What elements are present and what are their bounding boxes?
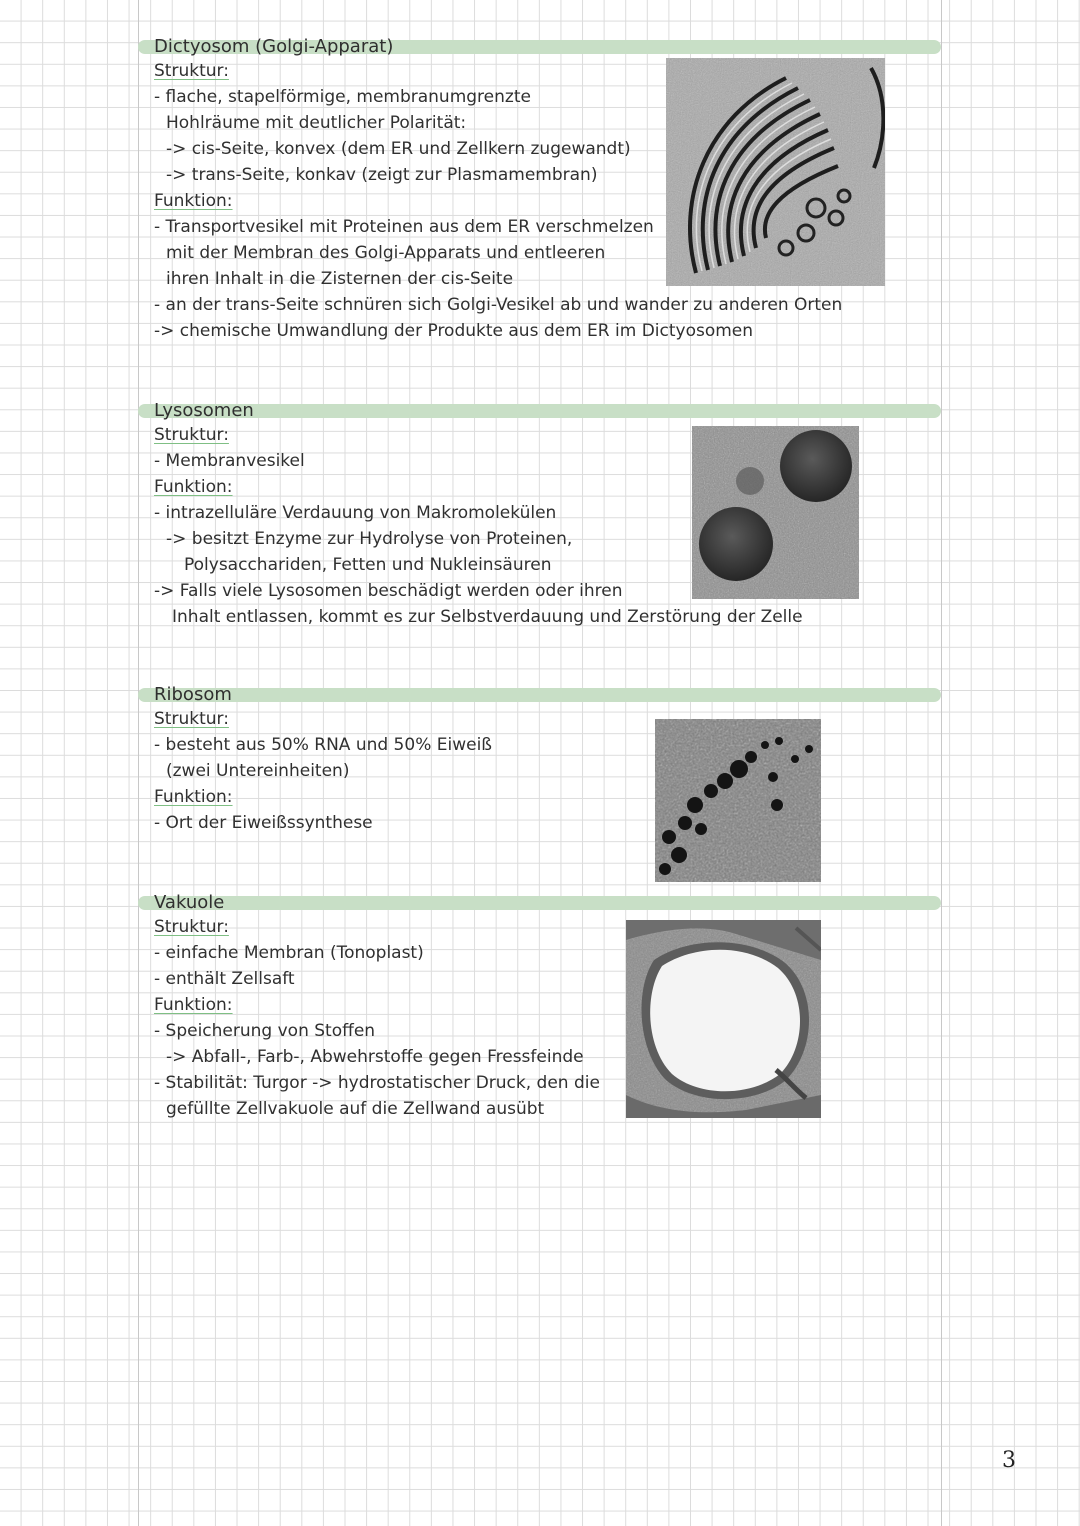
- text-line: - Membranvesikel: [154, 451, 305, 471]
- text-line: - enthält Zellsaft: [154, 969, 295, 989]
- funktion-label: Funktion:: [154, 787, 233, 807]
- ribosome-micrograph: [655, 719, 821, 882]
- text-line: -> cis-Seite, konvex (dem ER und Zellkern zugewandt): [166, 139, 631, 159]
- text-line: Inhalt entlassen, kommt es zur Selbstverdauung und Zerstörung der Zelle: [172, 607, 803, 627]
- text-line: ihren Inhalt in die Zisternen der cis-Seite: [166, 269, 514, 289]
- lysosome-micrograph: [692, 426, 859, 599]
- golgi-micrograph: [666, 58, 885, 286]
- funktion-label: Funktion:: [154, 995, 233, 1015]
- struktur-label: Struktur:: [154, 425, 229, 445]
- text-line: -> Falls viele Lysosomen beschädigt werden oder ihren: [154, 581, 623, 601]
- text-line: - Stabilität: Turgor -> hydrostatischer Druck, den die: [154, 1073, 600, 1093]
- text-line: -> chemische Umwandlung der Produkte aus dem ER im Dictyosomen: [154, 321, 754, 341]
- section-title: Vakuole: [154, 892, 225, 913]
- text-line: - besteht aus 50% RNA und 50% Eiweiß: [154, 735, 493, 755]
- funktion-label: Funktion:: [154, 477, 233, 497]
- text-line: -> besitzt Enzyme zur Hydrolyse von Proteinen,: [166, 529, 573, 549]
- struktur-label: Struktur:: [154, 709, 229, 729]
- text-line: -> Abfall-, Farb-, Abwehrstoffe gegen Fressfeinde: [166, 1047, 584, 1067]
- text-line: - intrazelluläre Verdauung von Makromolekülen: [154, 503, 557, 523]
- text-line: - Speicherung von Stoffen: [154, 1021, 376, 1041]
- text-line: (zwei Untereinheiten): [166, 761, 350, 781]
- struktur-label: Struktur:: [154, 917, 229, 937]
- struktur-label: Struktur:: [154, 61, 229, 81]
- text-line: - flache, stapelförmige, membranumgrenzte: [154, 87, 531, 107]
- text-line: - an der trans-Seite schnüren sich Golgi-Vesikel ab und wander zu anderen Orten: [154, 295, 843, 315]
- section-title: Ribosom: [154, 684, 232, 705]
- text-line: mit der Membran des Golgi-Apparats und entleeren: [166, 243, 606, 263]
- vacuole-micrograph: [626, 920, 821, 1118]
- margin-line-right: [941, 0, 942, 1526]
- funktion-label: Funktion:: [154, 191, 233, 211]
- page-number: 3: [1002, 1448, 1016, 1473]
- text-line: gefüllte Zellvakuole auf die Zellwand ausübt: [166, 1099, 545, 1119]
- text-line: - Ort der Eiweißssynthese: [154, 813, 373, 833]
- text-line: - Transportvesikel mit Proteinen aus dem ER verschmelzen: [154, 217, 654, 237]
- section-title: Lysosomen: [154, 400, 254, 421]
- text-line: - einfache Membran (Tonoplast): [154, 943, 424, 963]
- text-line: Hohlräume mit deutlicher Polarität:: [166, 113, 467, 133]
- section-title: Dictyosom (Golgi-Apparat): [154, 36, 394, 57]
- text-line: Polysacchariden, Fetten und Nukleinsäuren: [184, 555, 552, 575]
- text-line: -> trans-Seite, konkav (zeigt zur Plasmamembran): [166, 165, 598, 185]
